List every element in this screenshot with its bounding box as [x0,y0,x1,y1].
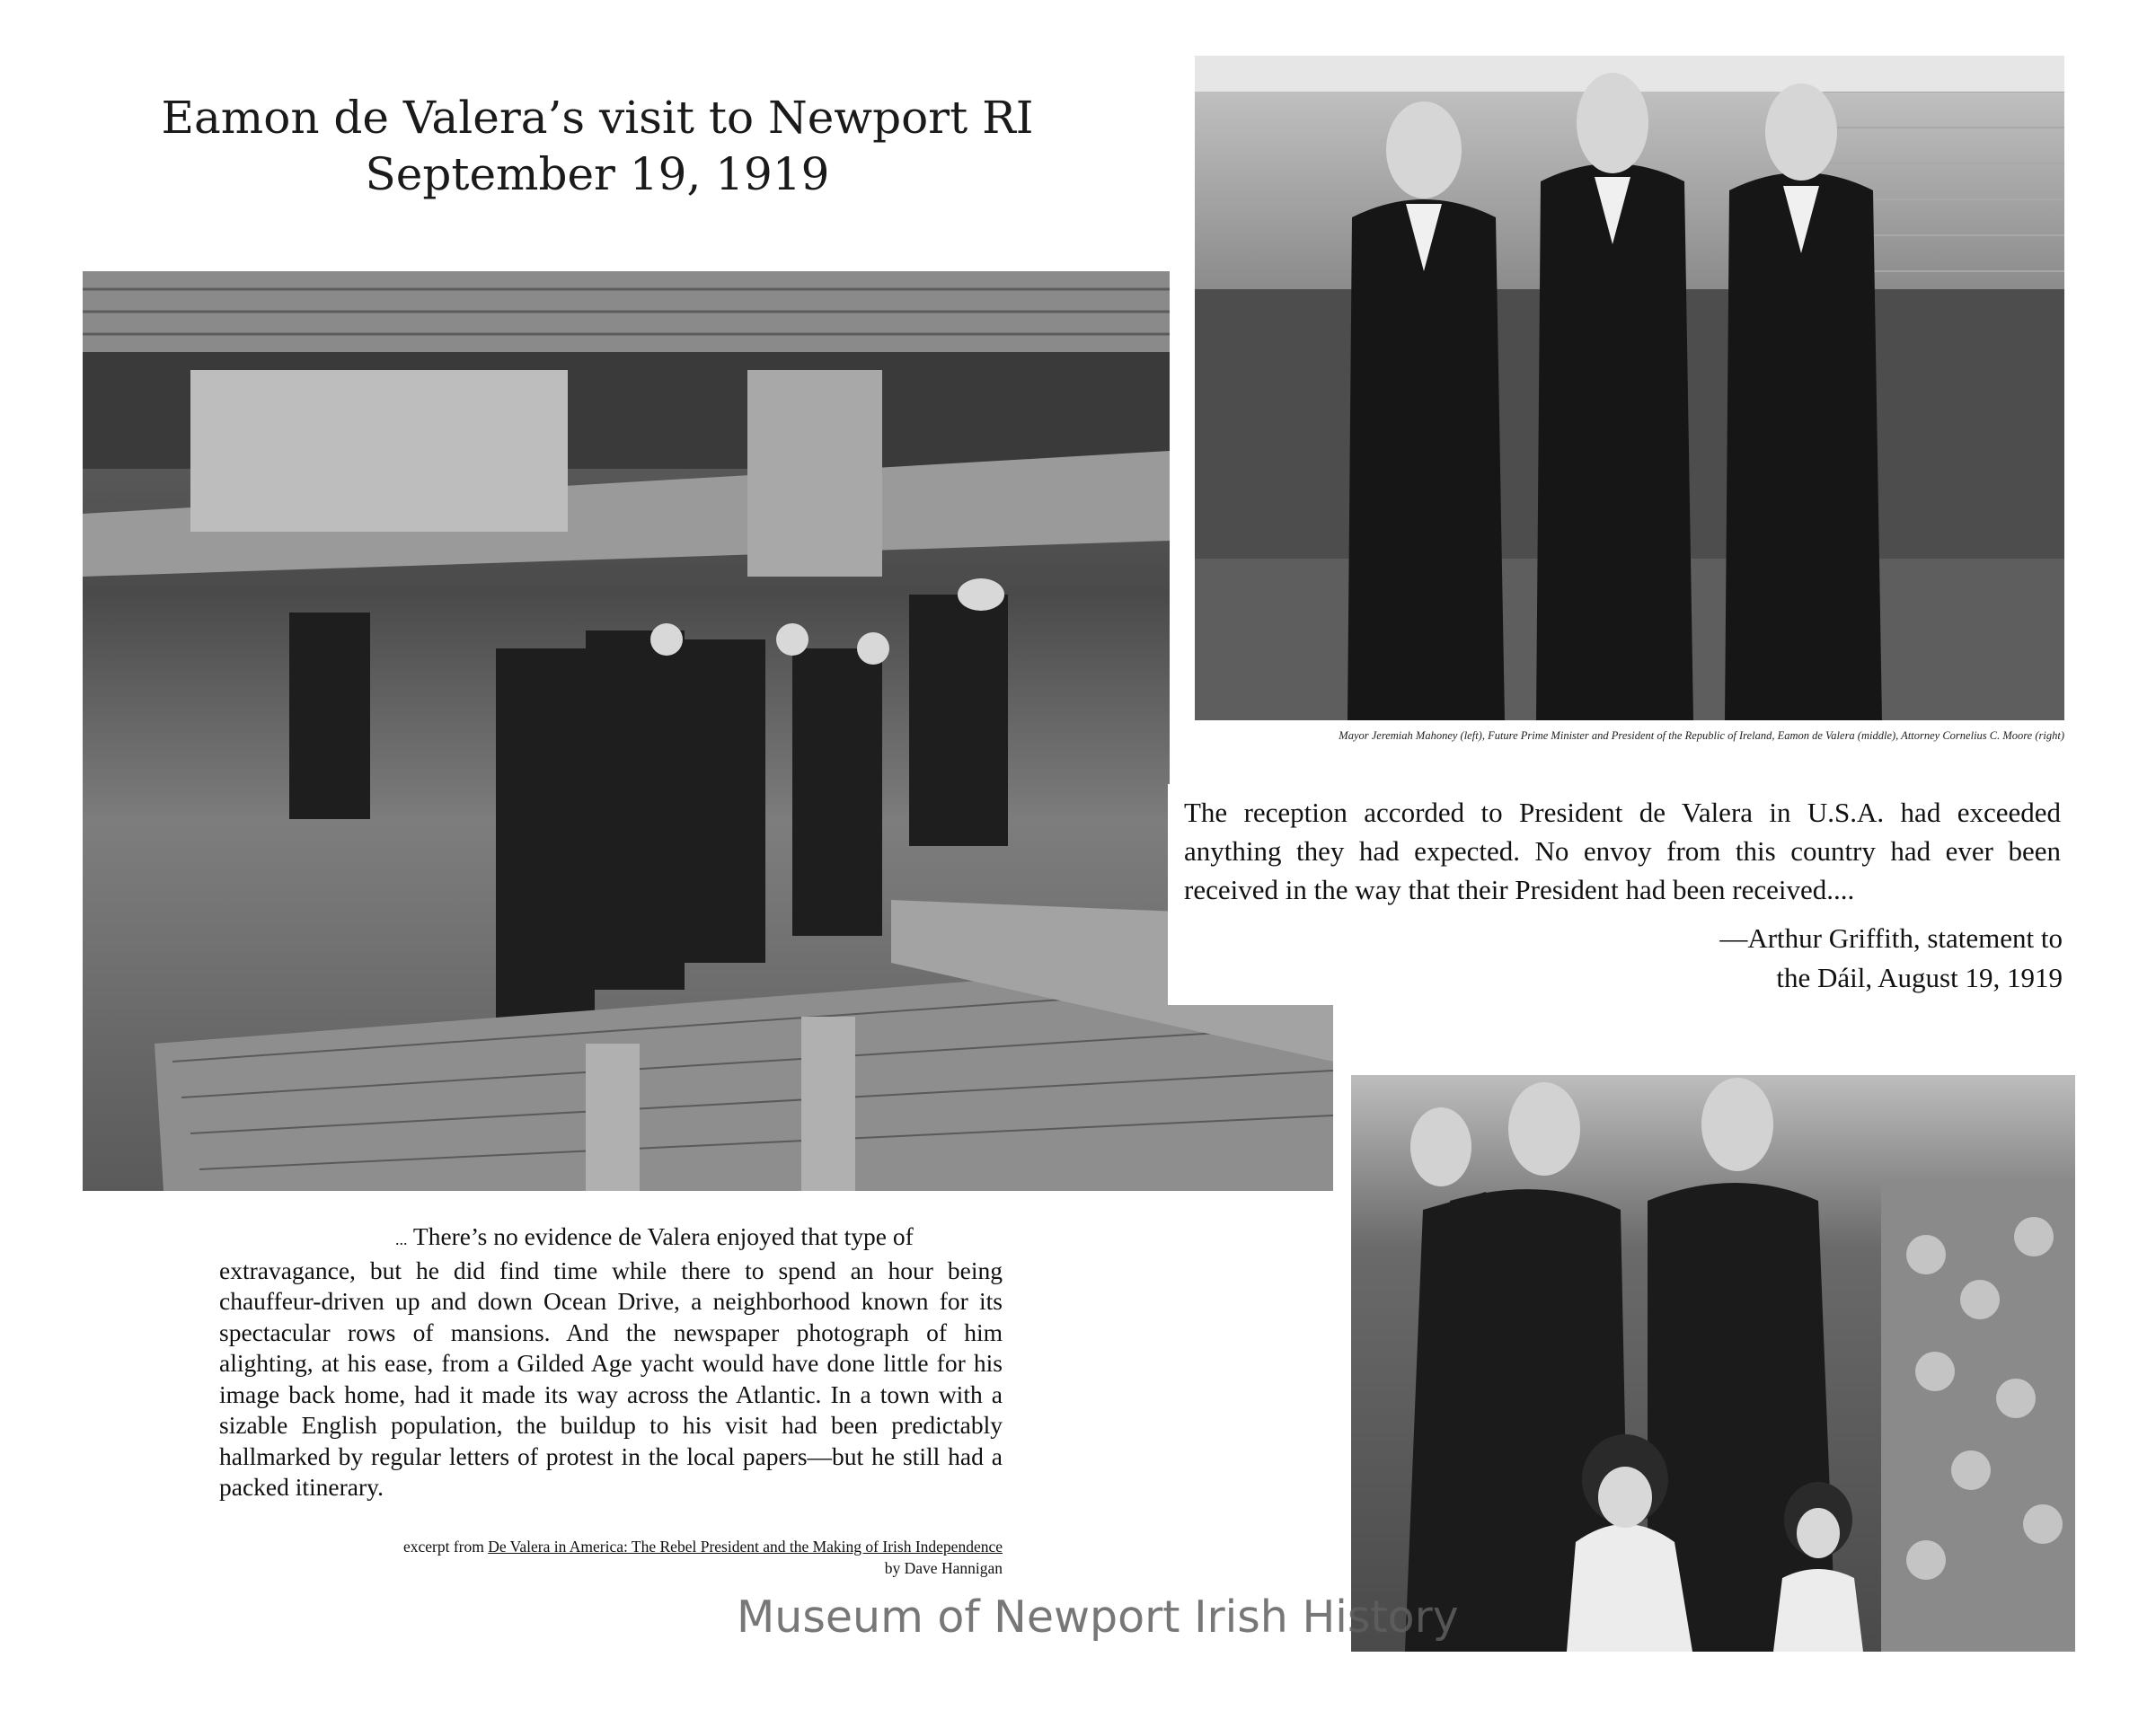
museum-watermark: Museum of Newport Irish History [737,1591,1459,1643]
photo-yacht-dock-image [83,271,1333,1191]
source-prefix: excerpt from [402,1538,489,1556]
source-book-title: De Valera in America: The Rebel President and the Making of Irish Independence [488,1538,1003,1556]
excerpt-source [180,1536,1003,1579]
excerpt-first-line: There’s no evidence de Valera enjoyed that type of [412,1222,914,1250]
photo-yacht-dock [83,271,1333,1191]
source-author: by Dave Hannigan [884,1559,1003,1577]
photo-group-image [1195,56,2064,720]
attribution-line-2: the Dáil, August 19, 1919 [1776,962,2063,993]
photo-mahoney-devalera-moore [1195,56,2064,720]
photo-caption: Mayor Jeremiah Mahoney (left), Future Prime Minister and President of the Republic of Ireland, Eamon de Valera (middle), Attorney Cornelius C. Moore (right) [1339,729,2064,742]
page-title [81,90,1114,202]
quote-attribution [1617,919,2063,998]
attribution-line-1: —Arthur Griffith, statement to [1719,922,2063,954]
book-excerpt [219,1221,1003,1503]
excerpt-body: extravagance, but he did find time while there to spend an hour being chauffeur-driven up and down Ocean Drive, a neighborhood known for its spectacular rows of mansions. And the newspaper photograph of him alighting, at his ease, from a Gilded Age yacht would have done little for his image back home, had it made its way across the Atlantic. In a town with a sizable English population, the buildup to his visit had been predictably hallmarked by regular letters of protest in the local papers—but he still had a packed itinerary. [219,1256,1003,1501]
griffith-quote: The reception accorded to President de Valera in U.S.A. had exceeded anything they had expected. No envoy from this country had ever been received in the way that their President had been received.... [1184,797,2061,905]
photo-devalera-with-children [1351,1075,2075,1652]
title-line-1: Eamon de Valera’s visit to Newport RI [161,92,1034,144]
excerpt-ellipsis: ... [395,1230,408,1248]
title-line-2: September 19, 1919 [365,147,830,200]
photo-children-image [1351,1075,2075,1652]
